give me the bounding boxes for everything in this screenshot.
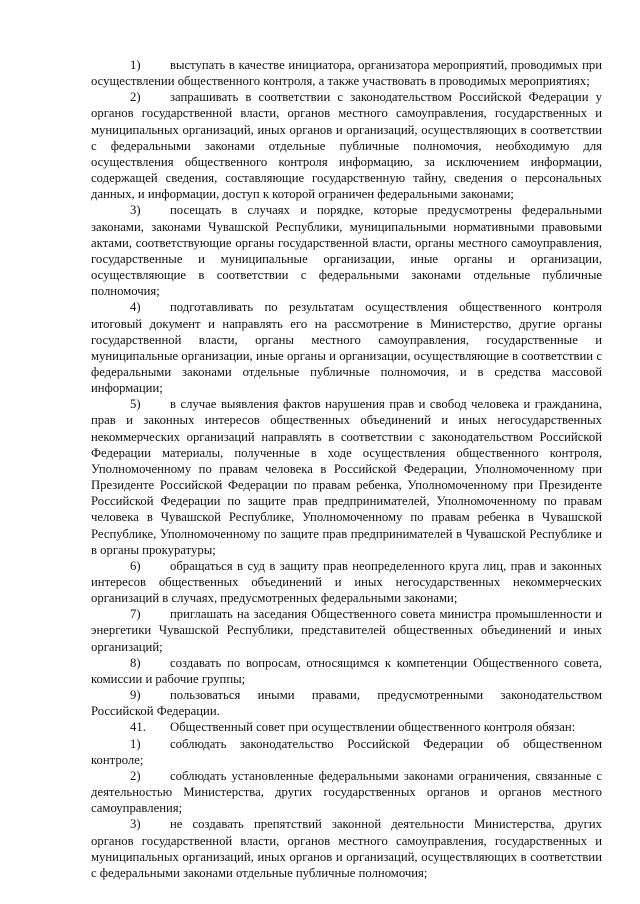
paragraph-item-7 bbox=[91, 606, 602, 654]
item-number: 3) bbox=[130, 203, 141, 218]
paragraph-item-4 bbox=[91, 299, 602, 396]
paragraph-item-2 bbox=[91, 89, 602, 202]
obligation-item-1 bbox=[91, 736, 602, 768]
paragraph-item-5 bbox=[91, 396, 602, 558]
item-text: соблюдать установленные федеральными законами ограничения, связанные с деятельностью Министерства, других государственных органов и органов местного самоуправления; bbox=[91, 768, 602, 816]
section-number: 41. bbox=[130, 720, 146, 735]
item-text: обращаться в суд в защиту прав неопределенного круга лиц, прав и законных интересов общественных объединений и иных негосударственных некоммерческих организаций в случаях, предусмотренных федеральными законами; bbox=[91, 558, 602, 606]
item-number: 6) bbox=[130, 558, 141, 573]
item-number: 2) bbox=[130, 768, 141, 783]
item-text: пользоваться иными правами, предусмотренными законодательством Российской Федерации. bbox=[91, 688, 602, 719]
item-text: посещать в случаях и порядке, которые предусмотрены федеральными законами, законами Чувашской Республики, муниципальными нормативными правовыми актами, соответствующие органы государственной власти, органы местного самоуправления, государственные и муниципальные организации, иные органы и организации, осуществляющие в соответствии с федеральными законами отдельные публичные полномочия; bbox=[91, 203, 602, 299]
item-number: 8) bbox=[130, 655, 141, 670]
item-text: подготавливать по результатам осуществления общественного контроля итоговый документ и направлять его на рассмотрение в Министерство, другие органы государственной власти, органы местного самоуправления, государственные и муниципальные организации, иные органы и организации, осуществляющие в соответствии с федеральными законами отдельные публичные полномочия, и в средства массовой информации; bbox=[91, 300, 602, 396]
item-text: создавать по вопросам, относящимся к компетенции Общественного совета, комиссии и рабочие группы; bbox=[91, 655, 602, 686]
obligation-item-2 bbox=[91, 768, 602, 816]
item-number: 2) bbox=[130, 90, 141, 105]
item-text: выступать в качестве инициатора, организатора мероприятий, проводимых при осуществлении общественного контроля, а также участвовать в проводимых мероприятиях; bbox=[91, 58, 602, 89]
item-number: 7) bbox=[130, 607, 141, 622]
item-text: запрашивать в соответствии с законодательством Российской Федерации у органов государственной власти, органов местного самоуправления, государственных и муниципальных организаций, иных органов и организаций, осуществляющих в соответствии с федеральными законами отдельные публичные полномочия, необходимую для осуществления общественного контроля информацию, за исключением информации, содержащей сведения, составляющие государственную тайну, сведения о персональных данных, и информации, доступ к которой ограничен федеральными законами; bbox=[91, 90, 602, 202]
item-number: 1) bbox=[130, 736, 141, 751]
item-number: 5) bbox=[130, 397, 141, 412]
paragraph-item-8 bbox=[91, 655, 602, 687]
item-text: приглашать на заседания Общественного совета министра промышленности и энергетики Чувашской Республики, представителей общественных объединений и иных организаций; bbox=[91, 607, 602, 654]
item-text: в случае выявления фактов нарушения прав и свобод человека и гражданина, прав и законных интересов общественных объединений и иных негосударственных некоммерческих организаций направлять в соответствии с законодательством Российской Федерации материалы, полученные в ходе осуществления общественного контроля, Уполномоченному по правам человека в Российской Федерации, Уполномоченному при Президенте Российской Федерации по правам ребенка, Уполномоченному при Президенте Российской Федерации по защите прав предпринимателей, Уполномоченному по правам человека в Чувашской Республике, Уполномоченному по правам ребенка в Чувашской Республике, Уполномоченному по защите прав предпринимателей в Чувашской Республике и в органы прокуратуры; bbox=[91, 397, 602, 557]
paragraph-item-1 bbox=[91, 57, 602, 89]
paragraph-item-3 bbox=[91, 202, 602, 299]
item-number: 3) bbox=[130, 817, 141, 832]
item-number: 4) bbox=[130, 300, 141, 315]
paragraph-item-6 bbox=[91, 558, 602, 606]
item-text: соблюдать законодательство Российской Федерации об общественном контроле; bbox=[91, 736, 602, 767]
section-text: Общественный совет при осуществлении общественного контроля обязан: bbox=[170, 720, 576, 735]
item-number: 9) bbox=[130, 688, 141, 703]
item-number: 1) bbox=[130, 58, 141, 72]
paragraph-item-9 bbox=[91, 687, 602, 719]
section-41-heading bbox=[91, 719, 602, 735]
obligation-item-3 bbox=[91, 816, 602, 881]
item-text: не создавать препятствий законной деятельности Министерства, других органов государственной власти, органов местного самоуправления, государственных и муниципальных организаций, иных органов и организаций, осуществляющих в соответствии с федеральными законами отдельные публичные полномочия; bbox=[91, 817, 602, 880]
